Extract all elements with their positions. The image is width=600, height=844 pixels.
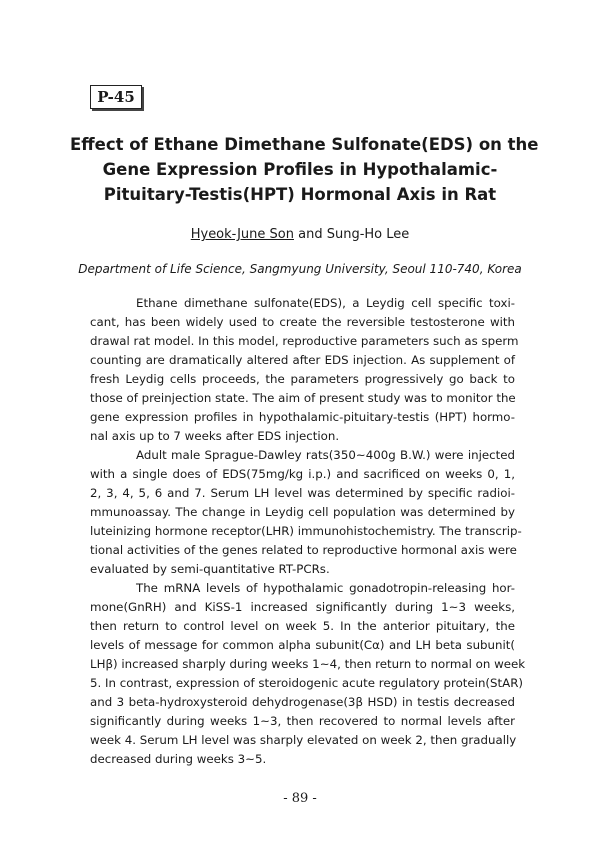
- text-line: 2, 3, 4, 5, 6 and 7. Serum LH level was determined by specific radioi-: [90, 486, 515, 500]
- text-line: levels of message for common alpha subunit(Cα) and LH beta subunit(: [90, 638, 515, 652]
- text-line: decreased during weeks 3~5.: [90, 752, 267, 766]
- text-line: significantly during weeks 1~3, then recovered to normal levels after: [90, 714, 515, 728]
- text-line: gene expression profiles in hypothalamic-pituitary-testis (HPT) hormo-: [90, 410, 515, 424]
- title-line: Gene Expression Profiles in Hypothalamic-: [102, 160, 498, 179]
- text-line: cant, has been widely used to create the reversible testosterone with: [90, 315, 515, 329]
- title-line: Pituitary-Testis(HPT) Hormonal Axis in Rat: [103, 185, 497, 204]
- text-line: luteinizing hormone receptor(LHR) immunohistochemistry. The transcrip-: [90, 524, 522, 538]
- affiliation: Department of Life Science, Sangmyung University, Seoul 110-740, Korea: [78, 262, 522, 276]
- abstract-body: [90, 294, 526, 769]
- text-line: mmunoassay. The change in Leydig cell population was determined by: [90, 505, 515, 519]
- text-line: counting are dramatically altered after EDS injection. As supplement of: [90, 353, 515, 367]
- text-line: LHβ) increased sharply during weeks 1~4, then return to normal on week: [90, 657, 526, 671]
- page-number: - 89 -: [283, 791, 317, 806]
- text-line: and 3 beta-hydroxysteroid dehydrogenase(3β HSD) in testis decreased: [90, 695, 515, 709]
- author-list: [0, 226, 600, 244]
- text-line: then return to control level on week 5. In the anterior pituitary, the: [90, 619, 515, 633]
- paper-title: [70, 132, 539, 207]
- text-line: evaluated by semi-quantitative RT-PCRs.: [90, 562, 330, 576]
- text-line: week 4. Serum LH level was sharply elevated on week 2, then gradually: [90, 733, 517, 747]
- title-line: Effect of Ethane Dimethane Sulfonate(EDS) on the: [70, 135, 539, 154]
- text-line: nal axis up to 7 weeks after EDS injection.: [90, 429, 340, 443]
- coauthor: Sung-Ho Lee: [326, 227, 410, 242]
- text-line: drawal rat model. In this model, reproductive parameters such as sperm: [90, 334, 519, 348]
- poster-id-badge: P-45: [90, 85, 142, 109]
- text-line: with a single does of EDS(75mg/kg i.p.) and sacrificed on weeks 0, 1,: [90, 467, 515, 481]
- text-line: The mRNA levels of hypothalamic gonadotropin-releasing hor-: [136, 581, 515, 595]
- text-line: 5. In contrast, expression of steroidogenic acute regulatory protein(StAR): [90, 676, 524, 690]
- author-connector: and: [293, 227, 327, 242]
- text-line: Ethane dimethane sulfonate(EDS), a Leydig cell specific toxi-: [136, 296, 515, 310]
- text-line: mone(GnRH) and KiSS-1 increased significantly during 1~3 weeks,: [90, 600, 515, 614]
- presenting-author: Hyeok-June Son: [190, 227, 294, 242]
- text-line: Adult male Sprague-Dawley rats(350~400g B.W.) were injected: [136, 448, 515, 462]
- text-line: tional activities of the genes related to reproductive hormonal axis were: [90, 543, 517, 557]
- text-line: fresh Leydig cells proceeds, the parameters progressively go back to: [90, 372, 515, 386]
- text-line: those of preinjection state. The aim of present study was to monitor the: [90, 391, 516, 405]
